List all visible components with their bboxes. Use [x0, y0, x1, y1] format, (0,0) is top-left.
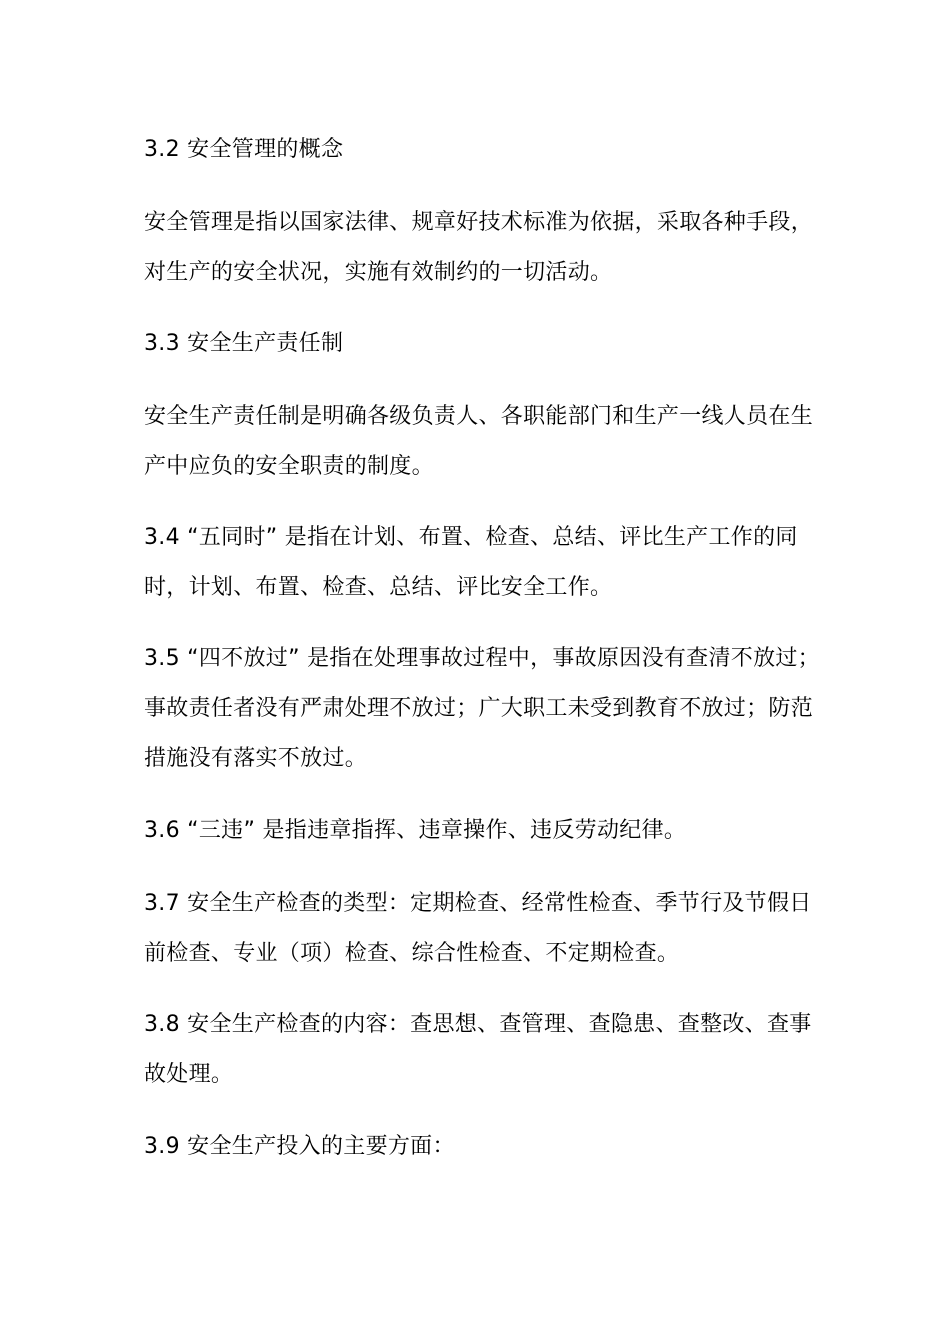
heading-3-2: 3.2 安全管理的概念 [144, 137, 344, 162]
paragraph-3-9-investment: 3.9 安全生产投入的主要方面： [144, 1134, 455, 1159]
paragraph-3-6-three-violations: 3.6 “三违” 是指违章指挥、违章操作、违反劳动纪律。 [144, 818, 687, 843]
paragraph-3-4-five-simultaneous: 3.4 “五同时” 是指在计划、布置、检查、总结、评比生产工作的同时，计划、布置、检查、总结、评比安全工作。 [144, 525, 798, 600]
paragraph-safety-management: 安全管理是指以国家法律、规章好技术标准为依据，采取各种手段，对生产的安全状况，实施有效制约的一切活动。 [144, 210, 814, 285]
paragraph-3-7-inspection-types: 3.7 安全生产检查的类型：定期检查、经常性检查、季节行及节假日前检查、专业（项）检查、综合性检查、不定期检查。 [144, 891, 812, 966]
paragraph-3-5-four-not-let-go: 3.5 “四不放过” 是指在处理事故过程中，事故原因没有查清不放过；事故责任者没有严肃处理不放过；广大职工未受到教育不放过；防范措施没有落实不放过。 [144, 646, 820, 771]
paragraph-responsibility-system: 安全生产责任制是明确各级负责人、各职能部门和生产一线人员在生产中应负的安全职责的制度。 [144, 404, 814, 479]
heading-3-3: 3.3 安全生产责任制 [144, 331, 344, 356]
paragraph-3-8-inspection-content: 3.8 安全生产检查的内容：查思想、查管理、查隐患、查整改、查事故处理。 [144, 1012, 812, 1087]
